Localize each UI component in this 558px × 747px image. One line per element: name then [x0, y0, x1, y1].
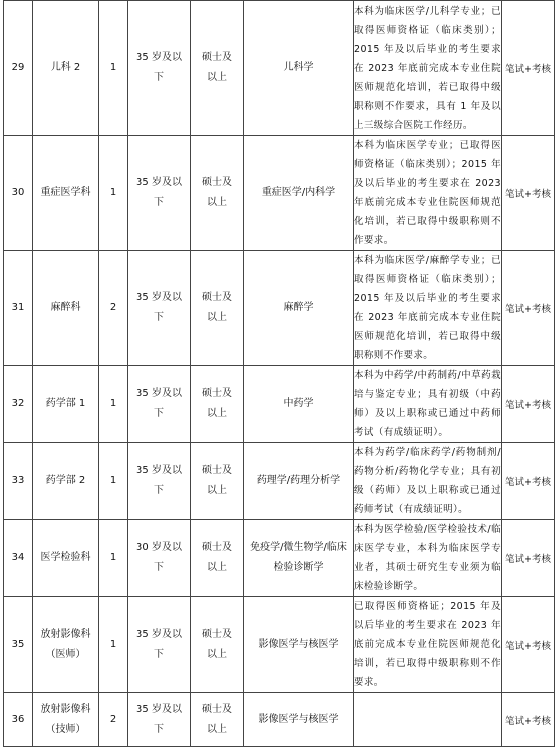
table-row: [4, 693, 555, 747]
age-limit-line: 下: [154, 485, 164, 496]
row-number: 29: [4, 1, 33, 136]
age-limit-line: 35 岁及以: [136, 628, 182, 640]
table-row: [4, 251, 555, 366]
headcount-cell: 2: [99, 693, 128, 747]
age-limit-line: 30 岁及以: [136, 542, 182, 553]
headcount-cell: 1: [99, 366, 128, 443]
age-limit-line: 下: [154, 72, 164, 83]
headcount-cell: 1: [99, 520, 128, 597]
headcount-cell: 1: [99, 136, 128, 251]
age-limit-line: 下: [154, 312, 164, 323]
age-limit-cell: [128, 136, 191, 251]
table-row: [4, 520, 555, 597]
exam-method-cell: 笔试+考核: [502, 136, 555, 251]
education-line: 以上: [207, 648, 227, 660]
requirements-cell: 本科为临床医学专业；已取得医师资格证（临床类别）；2015 年及以后毕业的考生要求在 2023 年底前完成本专业住院医师规范化培训，若已取得中级职称则不作要求。: [354, 136, 502, 251]
education-cell: [191, 443, 244, 520]
major-cell: 药理学/药理分析学: [244, 443, 354, 520]
education-cell: [191, 251, 244, 366]
headcount-cell: 1: [99, 1, 128, 136]
row-number: 30: [4, 136, 33, 251]
education-line: 硕士及: [202, 542, 232, 553]
age-limit-cell: [128, 251, 191, 366]
major-cell: 儿科学: [244, 1, 354, 136]
education-line: 硕士及: [202, 292, 232, 303]
department-cell: [33, 597, 99, 693]
requirements-cell: 本科为医学检验/医学检验技术/临床医学专业，本科为临床医学专业者，其硕士研究生专业须为临床检验诊断学。: [354, 520, 502, 597]
education-cell: [191, 597, 244, 693]
age-limit-line: 35 岁及以: [136, 465, 182, 476]
requirements-cell: 本科为药学/临床药学/药物制剂/药物分析/药物化学专业；具有初级（药师）及以上职称或已通过药师考试（有成绩证明）。: [354, 443, 502, 520]
department-cell: 药学部 2: [33, 443, 99, 520]
education-cell: [191, 693, 244, 747]
age-limit-line: 下: [154, 723, 164, 735]
education-line: 硕士及: [202, 52, 232, 63]
exam-method-cell: 笔试+考核: [502, 443, 555, 520]
major-cell: 影像医学与核医学: [244, 597, 354, 693]
department-qualifier: （技师）: [45, 723, 86, 735]
row-number: 32: [4, 366, 33, 443]
education-line: 硕士及: [202, 703, 232, 715]
exam-method-cell: 笔试+考核: [502, 693, 555, 747]
education-line: 以上: [207, 723, 227, 735]
education-line: 硕士及: [202, 388, 232, 399]
department-cell: 药学部 1: [33, 366, 99, 443]
exam-method-cell: 笔试+考核: [502, 251, 555, 366]
age-limit-line: 下: [154, 197, 164, 208]
major-cell: [244, 520, 354, 597]
major-cell: 麻醉学: [244, 251, 354, 366]
department-cell: [33, 693, 99, 747]
recruitment-table: [3, 0, 555, 747]
age-limit-cell: [128, 366, 191, 443]
major-line: 检验诊断学: [273, 562, 324, 573]
education-line: 以上: [207, 562, 227, 573]
department-cell: 医学检验科: [33, 520, 99, 597]
age-limit-line: 35 岁及以: [136, 703, 182, 715]
age-limit-cell: [128, 693, 191, 747]
table-row: [4, 366, 555, 443]
age-limit-line: 35 岁及以: [136, 388, 182, 399]
age-limit-cell: [128, 597, 191, 693]
age-limit-line: 35 岁及以: [136, 292, 182, 303]
row-number: 33: [4, 443, 33, 520]
table-row: [4, 443, 555, 520]
headcount-cell: 1: [99, 597, 128, 693]
age-limit-cell: [128, 1, 191, 136]
row-number: 36: [4, 693, 33, 747]
major-cell: 重症医学/内科学: [244, 136, 354, 251]
education-line: 硕士及: [202, 465, 232, 476]
department-name: 放射影像科: [40, 628, 91, 640]
age-limit-cell: [128, 520, 191, 597]
department-cell: 儿科 2: [33, 1, 99, 136]
education-line: 硕士及: [202, 628, 232, 640]
department-name: 放射影像科: [40, 703, 91, 715]
row-number: 34: [4, 520, 33, 597]
exam-method-cell: 笔试+考核: [502, 366, 555, 443]
exam-method-cell: 笔试+考核: [502, 597, 555, 693]
department-qualifier: （医师）: [45, 648, 86, 660]
exam-method-cell: 笔试+考核: [502, 1, 555, 136]
age-limit-line: 下: [154, 408, 164, 419]
headcount-cell: 2: [99, 251, 128, 366]
requirements-cell: 本科为临床医学/麻醉学专业；已取得医师资格证（临床类别）；2015 年及以后毕业的考生要求在 2023 年底前完成本专业住院医师规范化培训，若已取得中级职称则不作要求。: [354, 251, 502, 366]
major-cell: 中药学: [244, 366, 354, 443]
major-cell: 影像医学与核医学: [244, 693, 354, 747]
education-cell: [191, 136, 244, 251]
age-limit-line: 35 岁及以: [136, 177, 182, 188]
education-line: 硕士及: [202, 177, 232, 188]
department-cell: 重症医学科: [33, 136, 99, 251]
education-cell: [191, 366, 244, 443]
age-limit-line: 下: [154, 562, 164, 573]
education-line: 以上: [207, 72, 227, 83]
requirements-cell: 本科为中药学/中药制药/中草药栽培与鉴定专业；具有初级（中药师）及以上职称或已通过中药师考试（有成绩证明）。: [354, 366, 502, 443]
table-row: [4, 597, 555, 693]
education-cell: [191, 1, 244, 136]
education-line: 以上: [207, 485, 227, 496]
table-row: [4, 1, 555, 136]
department-cell: 麻醉科: [33, 251, 99, 366]
row-number: 31: [4, 251, 33, 366]
major-line: 免疫学/微生物学/临床: [250, 542, 347, 553]
requirements-cell: [354, 693, 502, 747]
education-line: 以上: [207, 197, 227, 208]
education-line: 以上: [207, 312, 227, 323]
requirements-cell: 本科为临床医学/儿科学专业；已取得医师资格证（临床类别）；2015 年及以后毕业的考生要求在 2023 年底前完成本专业住院医师规范化培训，若已取得中级职称则不作要求，具有 1 年及以上三级综合医院工作经历。: [354, 1, 502, 136]
age-limit-line: 下: [154, 648, 164, 660]
exam-method-cell: 笔试+考核: [502, 520, 555, 597]
table-row: [4, 136, 555, 251]
age-limit-cell: [128, 443, 191, 520]
headcount-cell: 1: [99, 443, 128, 520]
row-number: 35: [4, 597, 33, 693]
education-line: 以上: [207, 408, 227, 419]
requirements-cell: 已取得医师资格证；2015 年及以后毕业的考生要求在 2023 年底前完成本专业住院医师规范化培训，若已取得中级职称则不作要求。: [354, 597, 502, 693]
age-limit-line: 35 岁及以: [136, 52, 182, 63]
education-cell: [191, 520, 244, 597]
